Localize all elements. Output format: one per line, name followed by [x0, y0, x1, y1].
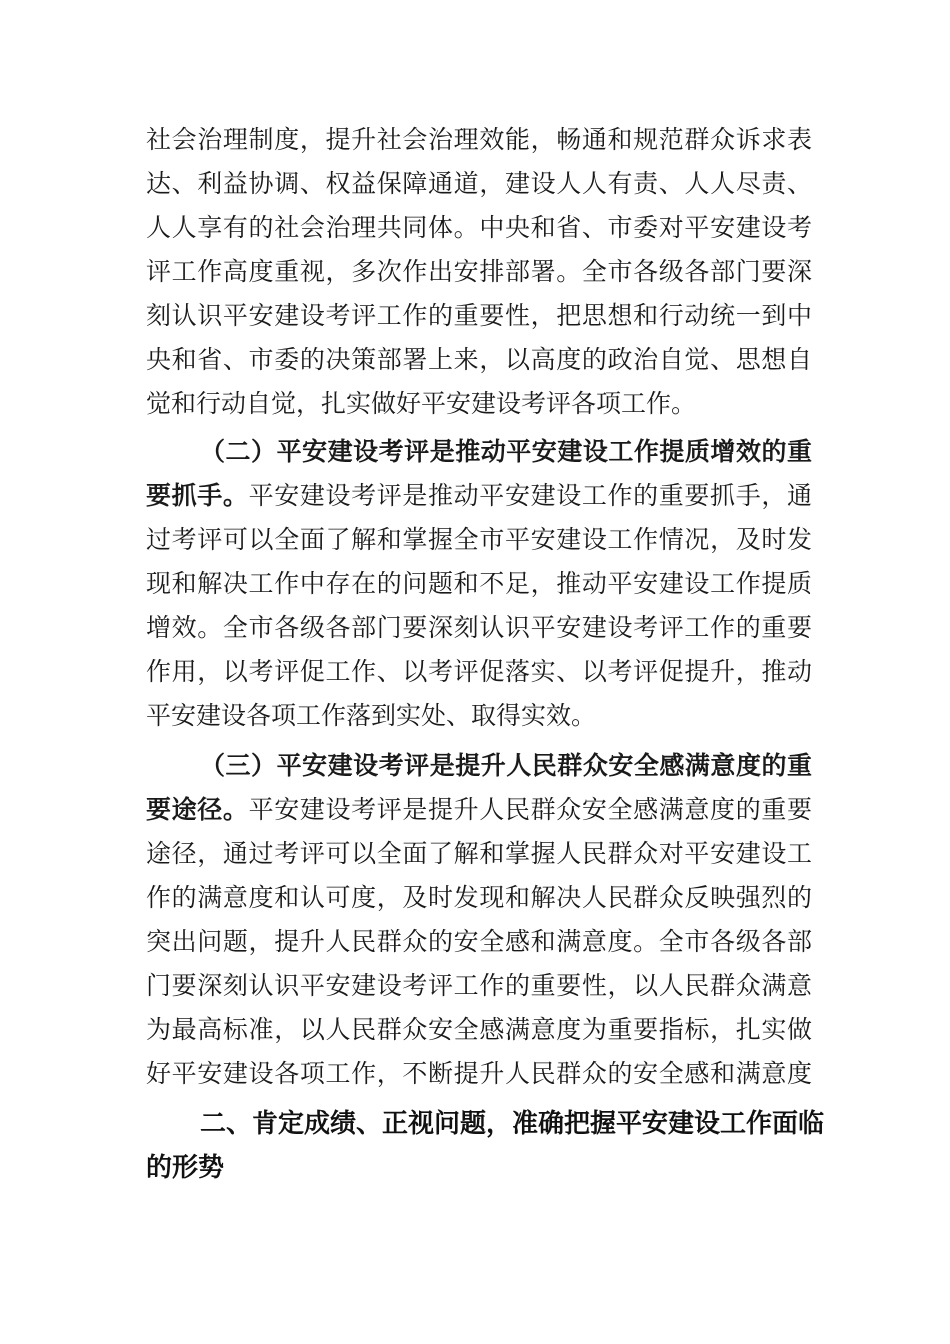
para2-line-5: 增效。全市各级各部门要深刻认识平安建设考评工作的重要 [146, 613, 812, 642]
para3-line-5: 突出问题，提升人民群众的安全感和满意度。全市各级各部 [146, 927, 812, 956]
para3-line-6: 门要深刻认识平安建设考评工作的重要性，以人民群众满意 [146, 971, 812, 1000]
para3-line-3: 途径，通过考评可以全面了解和掌握人民群众对平安建设工 [146, 839, 812, 868]
para2-line-6: 作用，以考评促工作、以考评促落实、以考评促提升，推动 [146, 657, 812, 686]
para1-line-6: 央和省、市委的决策部署上来，以高度的政治自觉、思想自 [146, 345, 812, 374]
section-heading-line-2: 的形势 [146, 1153, 225, 1183]
para3-line-8: 好平安建设各项工作，不断提升人民群众的安全感和满意度 [146, 1059, 812, 1088]
para3-bold-lead-line-1: （三）平安建设考评是提升人民群众安全感满意度的重 [200, 751, 812, 780]
para3-bold-lead-line-2: 要途径。 [146, 795, 249, 824]
para2-line-3: 过考评可以全面了解和掌握全市平安建设工作情况，及时发 [146, 525, 812, 554]
para3-line-7: 为最高标准，以人民群众安全感满意度为重要指标，扎实做 [146, 1015, 812, 1044]
section-heading-line-1: 二、肯定成绩、正视问题，准确把握平安建设工作面临 [200, 1109, 825, 1139]
para2-bold-lead-line-1: （二）平安建设考评是推动平安建设工作提质增效的重 [200, 437, 812, 466]
para2-bold-lead-line-2: 要抓手。 [146, 481, 249, 510]
para3-line-2 [146, 788, 812, 832]
para3-line-2-rest: 平安建设考评是提升人民群众安全感满意度的重要 [248, 795, 812, 824]
para3-line-4: 作的满意度和认可度，及时发现和解决人民群众反映强烈的 [146, 883, 812, 912]
para1-line-7: 觉和行动自觉，扎实做好平安建设考评各项工作。 [146, 389, 697, 418]
para1-line-4: 评工作高度重视，多次作出安排部署。全市各级各部门要深 [146, 257, 812, 286]
para1-line-1: 社会治理制度，提升社会治理效能，畅通和规范群众诉求表 [146, 125, 812, 154]
para2-line-2 [146, 474, 812, 518]
para1-line-3: 人人享有的社会治理共同体。中央和省、市委对平安建设考 [146, 213, 812, 242]
para2-line-7: 平安建设各项工作落到实处、取得实效。 [146, 701, 597, 730]
para2-line-2-rest: 平安建设考评是推动平安建设工作的重要抓手，通 [248, 481, 812, 510]
para2-line-4: 现和解决工作中存在的问题和不足，推动平安建设工作提质 [146, 569, 812, 598]
para1-line-5: 刻认识平安建设考评工作的重要性，把思想和行动统一到中 [146, 301, 812, 330]
para1-line-2: 达、利益协调、权益保障通道，建设人人有责、人人尽责、 [146, 169, 812, 198]
